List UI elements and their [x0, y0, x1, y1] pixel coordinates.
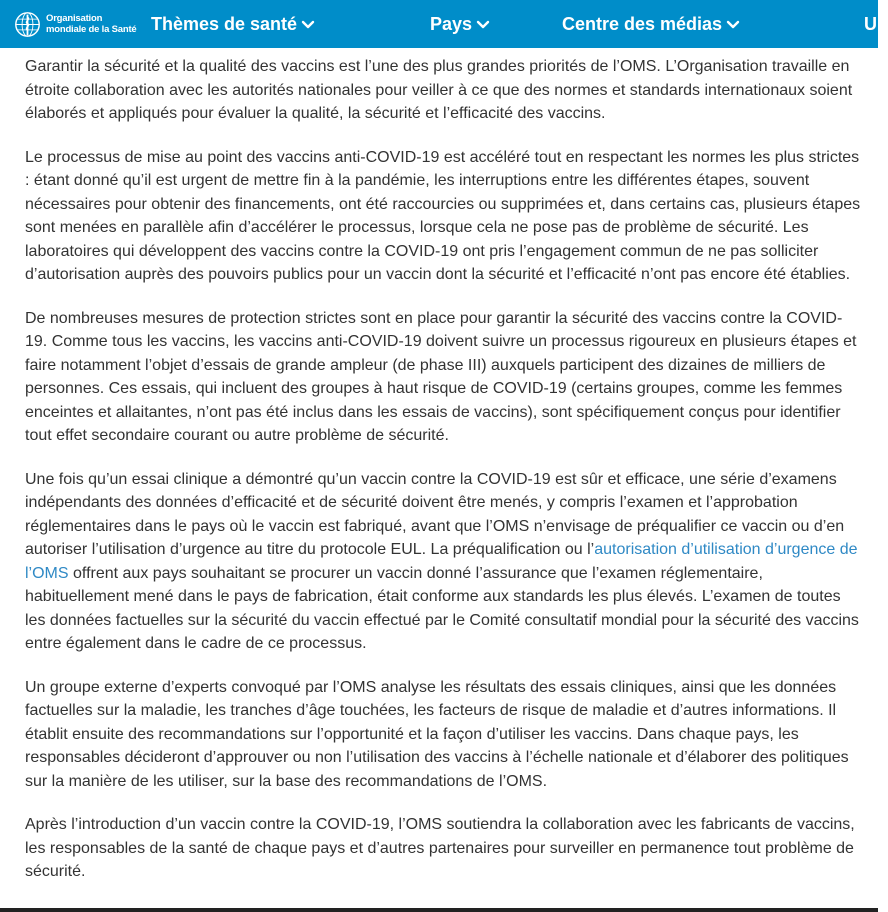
- eul-authorization-link[interactable]: autorisation d’utilisation d’urgence de l’OMS: [25, 541, 858, 582]
- nav-item-pays[interactable]: [430, 12, 490, 36]
- chevron-down-icon: [301, 17, 315, 31]
- logo-line-1: Organisation: [46, 13, 103, 24]
- who-emblem-icon: [14, 11, 41, 38]
- nav-item-themes-de-sante[interactable]: [151, 12, 315, 36]
- chevron-down-icon: [476, 17, 490, 31]
- nav-item-label: Pays: [430, 13, 473, 34]
- logo-line-2: mondiale de la Santé: [46, 24, 137, 35]
- paragraph-text: Une fois qu’un essai clinique a démontré qu’un vaccin contre la COVID-19 est sûr et efficace, une série d’examens indépendants des données d’efficacité et de sécurité doivent être menés, y compris l’examen et l’approbation réglementaires dans le pays où le vaccin est fabriqué, avant que l’OMS n’envisage de préqualifier ce vaccin ou d’en autoriser l’utilisation d’urgence au titre du protocole EUL. La préqualification ou l’: [25, 470, 845, 558]
- chevron-down-icon: [726, 17, 740, 31]
- paragraph: Un groupe externe d’experts convoqué par l’OMS analyse les résultats des essais cliniques, ainsi que les données factuelles sur la maladie, les tranches d’âge touchées, les facteurs de risque de maladie et d’autres informations. Il établit ensuite des recommandations sur l’opportunité et la façon d’utiliser les vaccins. Dans chaque pays, les responsables décideront d’approuver ou non l’utilisation des vaccins à l’échelle nationale et d’élaborer des politiques sur la manière de les utiliser, sur la base des recommandations de l’OMS.: [25, 678, 849, 790]
- paragraph: Après l’introduction d’un vaccin contre la COVID-19, l’OMS soutiendra la collaboration avec les fabricants de vaccins, les responsables de la santé de chaque pays et d’autres partenaires pour surveiller en permanence tout problème de sécurité.: [25, 816, 855, 880]
- nav-item-truncated[interactable]: [864, 12, 888, 36]
- nav-item-label: Centre des médias: [562, 13, 723, 34]
- nav-item-label: Thèmes de santé: [151, 13, 298, 34]
- paragraph: Garantir la sécurité et la qualité des vaccins est l’une des plus grandes priorités de l’OMS. L’Organisation travaille en étroite collaboration avec les autorités nationales pour veiller à ce que des normes et standards internationaux soient élaborés et appliqués pour évaluer la qualité, la sécurité et l’efficacité des vaccins.: [25, 58, 853, 122]
- nav-item-label: Un: [864, 13, 888, 34]
- paragraph: Le processus de mise au point des vaccins anti-COVID-19 est accéléré tout en respectant les normes les plus strictes : étant donné qu’il est urgent de mettre fin à la pandémie, les interruptions entre les différentes étapes, souvent nécessaires pour obtenir des financements, ont été raccourcies ou supprimées et, dans certains cas, plusieurs étapes sont menées en parallèle afin d’accélérer le processus, lorsque cela ne pose pas de problème de sécurité. Les laboratoires qui développent des vaccins contre la COVID-19 ont pris l’engagement commun de ne pas solliciter d’autorisation auprès des pouvoirs publics pour un vaccin dont la sécurité et l’efficacité n’ont pas encore été établies.: [25, 148, 861, 283]
- nav-item-centre-des-medias[interactable]: [562, 12, 740, 36]
- who-logo-text: [46, 13, 137, 35]
- article-body: [25, 55, 863, 904]
- paragraph-text: offrent aux pays souhaitant se procurer un vaccin donné l’assurance que l’examen réglementaire, habituellement mené dans le pays de fabrication, était conforme aux standards les plus élevés. L’examen de toutes les données factuelles sur la sécurité du vaccin effectué par le Comité consultatif mondial pour la sécurité des vaccins entre également dans le cadre de ce processus.: [25, 564, 859, 652]
- who-logo-link[interactable]: [14, 9, 137, 39]
- window-bottom-edge: [0, 908, 878, 912]
- top-navigation-bar: [0, 0, 888, 48]
- paragraph: De nombreuses mesures de protection strictes sont en place pour garantir la sécurité des vaccins contre la COVID-19. Comme tous les vaccins, les vaccins anti-COVID-19 doivent suivre un processus rigoureux en plusieurs étapes et faire notamment l’objet d’essais de grande ampleur (de phase III) auxquels participent des dizaines de milliers de personnes. Ces essais, qui incluent des groupes à haut risque de COVID-19 (certains groupes, comme les femmes enceintes et allaitantes, n’ont pas été inclus dans les essais de vaccins), sont spécifiquement conçus pour identifier tout effet secondaire courant ou autre problème de sécurité.: [25, 309, 857, 444]
- paragraph-with-link: [25, 468, 863, 656]
